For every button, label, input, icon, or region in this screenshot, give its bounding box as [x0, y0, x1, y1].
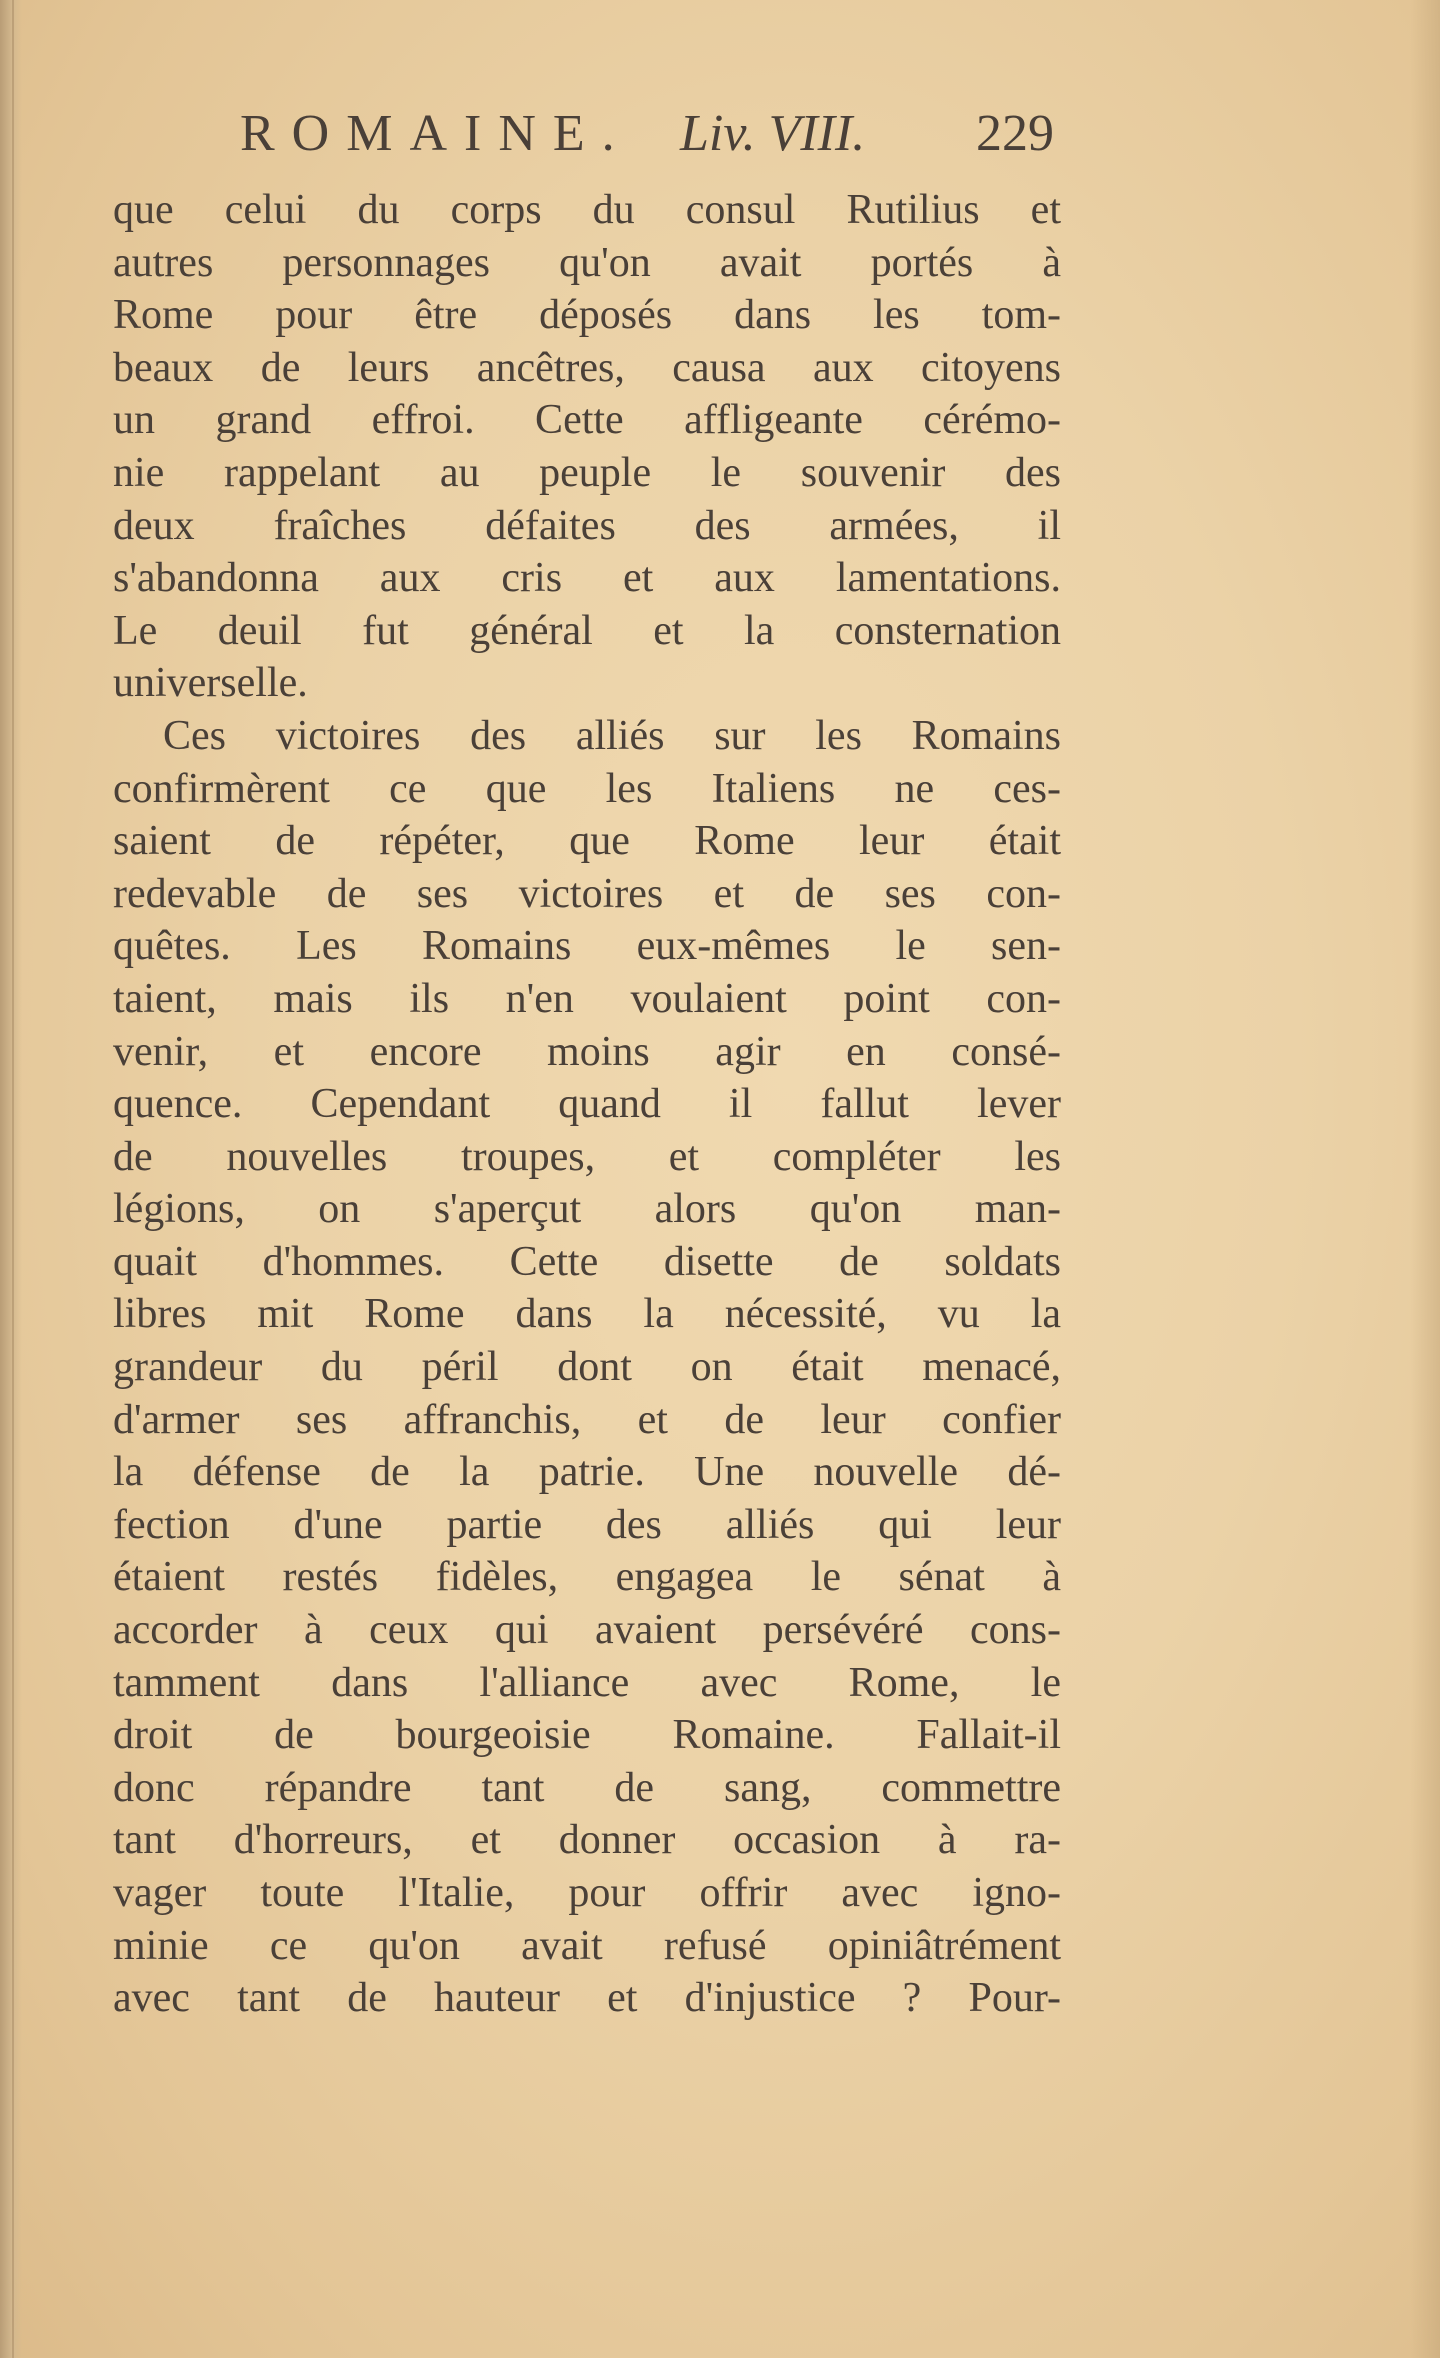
text-line: beaux de leurs ancêtres, causa aux citoyens: [113, 344, 1061, 391]
text-line: fection d'une partie des alliés qui leur: [113, 1501, 1061, 1548]
text-line: universelle.: [113, 660, 308, 707]
text-line: Rome pour être déposés dans les tom-: [113, 292, 1061, 339]
text-line: taient, mais ils n'en voulaient point con-: [113, 975, 1061, 1022]
text-line: tant d'horreurs, et donner occasion à ra-: [113, 1817, 1061, 1864]
text-line: libres mit Rome dans la nécessité, vu la: [113, 1291, 1061, 1338]
binding-edge: [0, 0, 22, 2358]
running-head: ROMAINE.: [240, 105, 632, 162]
page-number: 229: [976, 105, 1054, 162]
text-line: étaient restés fidèles, engagea le sénat à: [113, 1554, 1061, 1601]
text-line: vager toute l'Italie, pour offrir avec igno-: [113, 1870, 1061, 1916]
text-line: Le deuil fut général et la consternation: [113, 607, 1061, 654]
text-line: deux fraîches défaites des armées, il: [113, 502, 1061, 549]
text-line: s'abandonna aux cris et aux lamentations.: [113, 555, 1061, 602]
text-line: accorder à ceux qui avaient persévéré cons-: [113, 1607, 1061, 1654]
text-line: quêtes. Les Romains eux-mêmes le sen-: [113, 923, 1061, 970]
text-line: grandeur du péril dont on était menacé,: [113, 1344, 1061, 1391]
text-line: la défense de la patrie. Une nouvelle dé-: [113, 1449, 1061, 1496]
text-line: un grand effroi. Cette affligeante cérémo-: [113, 397, 1061, 444]
text-line: nie rappelant au peuple le souvenir des: [113, 449, 1061, 496]
page-edge-shadow: [1410, 0, 1440, 2358]
text-line: légions, on s'aperçut alors qu'on man-: [113, 1186, 1061, 1233]
text-line: saient de répéter, que Rome leur était: [113, 818, 1061, 865]
text-line: avec tant de hauteur et d'injustice ? Pour-: [113, 1975, 1061, 2022]
text-line: confirmèrent ce que les Italiens ne ces-: [113, 765, 1061, 812]
text-line: donc répandre tant de sang, commettre: [113, 1764, 1061, 1811]
page-header: [240, 106, 1080, 162]
book-reference: Liv. VIII.: [680, 105, 866, 162]
binding-line: [12, 0, 14, 2358]
body-text: [113, 184, 1061, 2025]
text-line: minie ce qu'on avait refusé opiniâtrément: [113, 1922, 1061, 1969]
text-line: venir, et encore moins agir en consé-: [113, 1028, 1061, 1075]
text-line: quence. Cependant quand il fallut lever: [113, 1081, 1061, 1128]
text-line: que celui du corps du consul Rutilius et: [113, 187, 1061, 233]
text-line: quait d'hommes. Cette disette de soldats: [113, 1238, 1061, 1285]
text-line: Ces victoires des alliés sur les Romains: [163, 712, 1061, 759]
text-line: redevable de ses victoires et de ses con-: [113, 870, 1061, 917]
text-line: autres personnages qu'on avait portés à: [113, 239, 1061, 286]
text-line: de nouvelles troupes, et compléter les: [113, 1133, 1061, 1180]
text-line: d'armer ses affranchis, et de leur confier: [113, 1396, 1061, 1443]
text-line: droit de bourgeoisie Romaine. Fallait-il: [113, 1712, 1061, 1759]
text-line: tamment dans l'alliance avec Rome, le: [113, 1659, 1061, 1706]
